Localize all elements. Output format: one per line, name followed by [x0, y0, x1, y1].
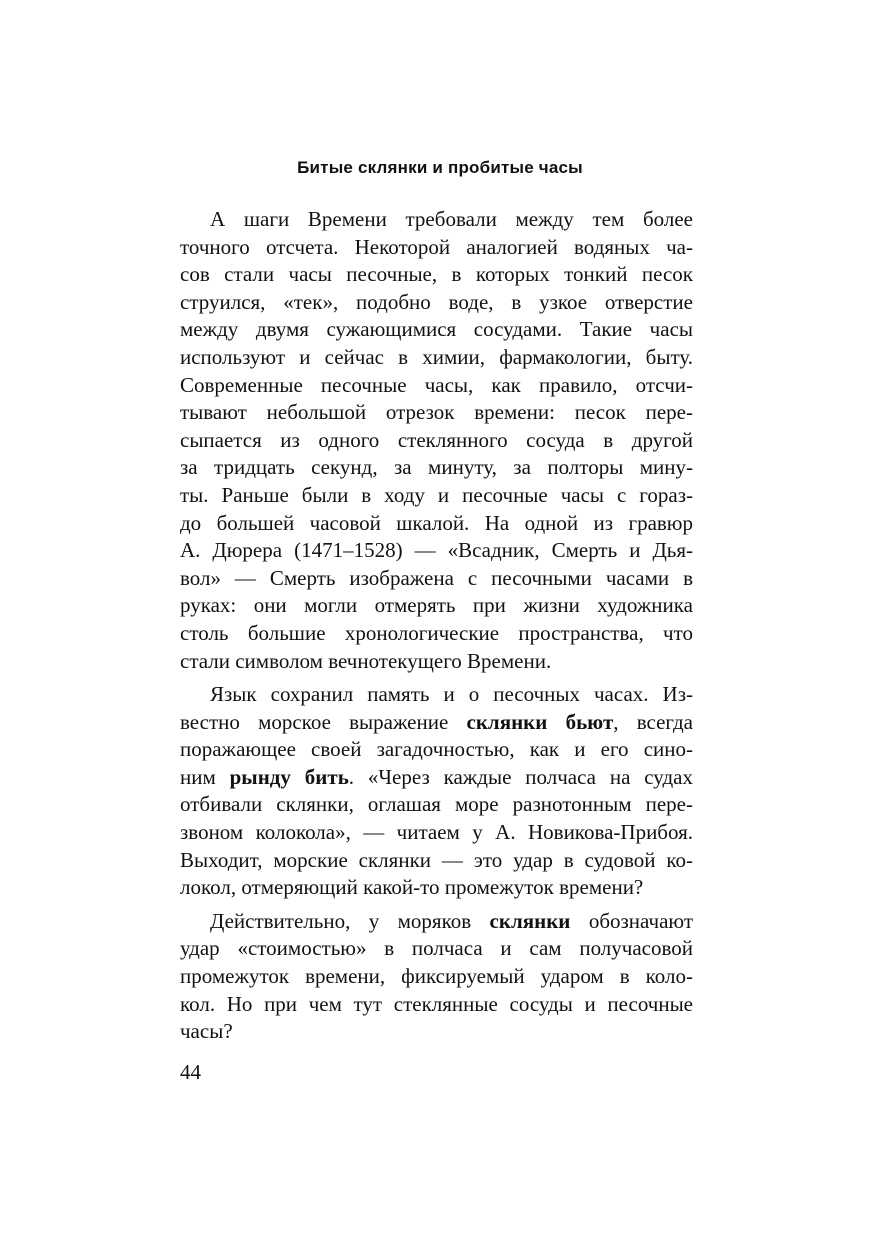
text-line: [180, 709, 693, 737]
text-segment: часы?: [180, 1019, 233, 1044]
text-segment: обозначают: [570, 908, 693, 933]
text-line: [180, 482, 693, 510]
text-segment: , всегда: [613, 709, 693, 734]
page-number: 44: [180, 1060, 201, 1084]
text-segment: до большей часовой шкалой. На одной из гравюр: [180, 510, 693, 535]
text-line: [180, 206, 693, 234]
bold-term: склянки бьют: [466, 709, 614, 734]
text-line: [180, 791, 693, 819]
text-segment: А шаги Времени требовали между тем более: [210, 207, 693, 231]
body-text: [180, 206, 693, 1052]
text-line: [180, 399, 693, 427]
text-line: [180, 372, 693, 400]
text-line: [180, 289, 693, 317]
text-segment: вестно морское выражение: [180, 709, 467, 734]
text-line: [180, 620, 693, 648]
text-segment: звоном колокола», — читаем у А. Новикова-Прибоя.: [180, 820, 693, 845]
text-line: [180, 565, 693, 593]
text-segment: отбивали склянки, оглашая море разнотонным пере-: [180, 792, 693, 817]
text-segment: промежуток времени, фиксируемый ударом в коло-: [180, 964, 693, 989]
text-line: [180, 537, 693, 565]
text-line: [180, 344, 693, 372]
text-line: [180, 427, 693, 455]
text-segment: сыпается из одного стеклянного сосуда в другой: [180, 427, 693, 452]
text-segment: точного отсчета. Некоторой аналогией водяных ча-: [180, 234, 693, 259]
text-line: [180, 454, 693, 482]
text-segment: Выходит, морские склянки — это удар в судовой ко-: [180, 847, 693, 872]
text-line: [180, 648, 693, 676]
text-segment: удар «стоимостью» в полчаса и сам получасовой: [180, 936, 693, 961]
text-line: [180, 510, 693, 538]
running-head-title: Битые склянки и пробитые часы: [297, 158, 583, 177]
text-line: [180, 736, 693, 764]
text-line: [180, 963, 693, 991]
paragraph: [180, 908, 693, 1046]
paragraph: [180, 681, 693, 902]
text-segment: . «Через каждые полчаса на судах: [348, 764, 693, 789]
text-segment: Действительно, у моряков: [210, 908, 490, 933]
text-segment: Язык сохранил память и о песочных часах. Из-: [210, 682, 693, 707]
text-segment: за тридцать секунд, за минуту, за полторы мину-: [180, 455, 693, 480]
bold-term: склянки: [489, 908, 571, 933]
text-segment: вол» — Смерть изображена с песочными часами в: [180, 565, 693, 590]
text-line: [180, 874, 693, 902]
text-segment: сов стали часы песочные, в которых тонкий песок: [180, 262, 693, 287]
text-segment: локол, отмеряющий какой-то промежуток времени?: [180, 875, 644, 900]
text-segment: А. Дюрера (1471–1528) — «Всадник, Смерть и Дья-: [180, 538, 693, 563]
text-line: [180, 261, 693, 289]
text-segment: между двумя сужающимися сосудами. Такие часы: [180, 317, 693, 342]
text-segment: Современные песочные часы, как правило, отсчи-: [180, 372, 693, 397]
text-line: [180, 592, 693, 620]
text-line: [180, 316, 693, 344]
text-segment: кол. Но при чем тут стеклянные сосуды и песочные: [180, 991, 693, 1016]
text-segment: используют и сейчас в химии, фармакологии, быту.: [180, 344, 693, 369]
text-segment: струился, «тек», подобно воде, в узкое отверстие: [180, 289, 693, 314]
text-line: [180, 1018, 693, 1046]
text-line: [180, 935, 693, 963]
text-line: [180, 764, 693, 792]
text-line: [180, 681, 693, 709]
text-line: [180, 234, 693, 262]
text-line: [180, 847, 693, 875]
text-line: [180, 819, 693, 847]
text-segment: тывают небольшой отрезок времени: песок пере-: [180, 400, 693, 425]
bold-term: рынду бить: [229, 764, 349, 789]
text-segment: ним: [180, 764, 230, 789]
text-segment: ты. Раньше были в ходу и песочные часы с гораз-: [180, 482, 693, 507]
text-segment: руках: они могли отмерять при жизни художника: [180, 593, 693, 618]
text-line: [180, 991, 693, 1019]
text-segment: столь большие хронологические пространства, что: [180, 620, 693, 645]
text-line: [180, 908, 693, 936]
paragraph: [180, 206, 693, 675]
text-segment: стали символом вечнотекущего Времени.: [180, 648, 552, 673]
text-segment: поражающее своей загадочностью, как и его сино-: [180, 737, 693, 762]
